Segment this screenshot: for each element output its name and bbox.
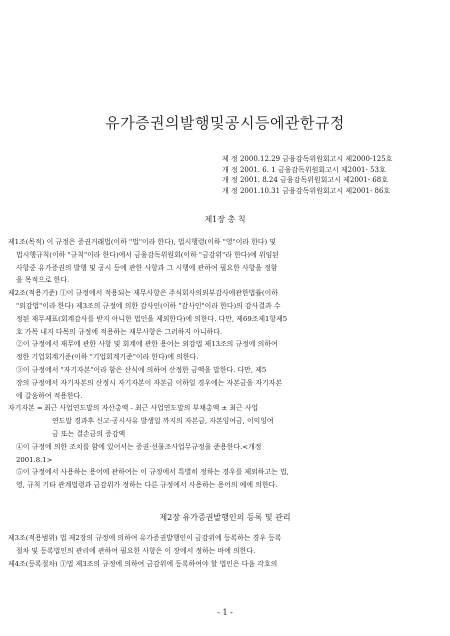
formula-line: 연도말 경과후 신고·공시사유 발생일 까지의 자본금, 자본잉여금, 이익잉여 <box>52 417 274 426</box>
chapter-heading: 제1장 총 칙 <box>204 215 246 224</box>
formula-line: 금 또는 결손금의 증감액 <box>52 429 126 438</box>
history-line: 개 정 2001.10.31 금융감독위원회고시 제2001- 86호 <box>222 186 391 195</box>
formula-label: 자기자본 = <box>8 404 43 413</box>
text-line: 호 가목 내지 다목의 규정에 적용하는 재무사항은 그러하지 아니하다. <box>16 327 223 336</box>
text-line: 2001.8.1> <box>16 455 53 464</box>
text-line: 정된 재무제표(회계감사를 받지 아니한 법인을 제외한다)에 의한다. 다만, 제69조제1항제5 <box>16 314 288 323</box>
text-line: 법시행규칙(이하 "규칙"이라 한다)에서 금융감독위원회(이하 "금감위"라 한다)에 위임된 <box>16 250 279 259</box>
revision-history <box>222 154 444 196</box>
document-title: 유가증권의발행및공시등에관한규정 <box>105 114 345 132</box>
text-line: 에 갈음하여 적용한다. <box>16 391 83 400</box>
chapter1-body <box>8 236 438 492</box>
text-line: 을 목적으로 한다. <box>16 276 70 285</box>
text-line: ⑤이 규정에서 사용하는 용어에 관하여는 이 규정에서 특별히 정하는 경우를 제외하고는 법, <box>16 468 289 477</box>
history-line: 제 정 2000.12.29 금융감독위원회고시 제2000-125호 <box>222 155 393 163</box>
text-line: 제3조(적용범위) 법 제2장의 규정에 의하여 유가증권발행인이 금감위에 등록하는 경우 등록 <box>8 534 282 542</box>
text-line: 제1조(목적) 이 규정은 증권거래법(이하 "법"이라 한다), 법시행령(이하 "영"이라 한다) 및 <box>8 238 277 246</box>
text-line: ④이 규정에 의한 조치를 함에 있어서는 증권·선물조사업무규정을 준용한다.<개정 <box>16 442 262 451</box>
text-line: 절차 및 등록법인의 관리에 관하여 필요한 사항은 이 장에서 정하는 바에 의한다. <box>16 546 256 555</box>
capital-formula <box>8 402 438 415</box>
text-line: 영, 규칙 기타 관계법령과 금감위가 정하는 다른 규정에서 사용하는 용어의 예에 의한다. <box>16 481 278 490</box>
text-line: 제4조(등록절차) ①법 제3조의 규정에 의하여 금감위에 등록하여야 할 법인은 다음 각호의 <box>8 559 278 568</box>
history-line: 개 정 2001. 6. 1 금융감독위원회고시 제2001- 53호 <box>222 165 386 174</box>
text-line: 장의 규정에서 자기자본의 산정시 자기자본이 자본금 이하일 경우에는 자본금을 자기자본 <box>16 378 282 387</box>
history-line: 개 정 2001. 8.24 금융감독위원회고시 제2001- 68호 <box>222 176 388 184</box>
text-line: "외감법"이라 한다) 제3조의 규정에 의한 감사인(이하 "감사인"이라 한다)의 감사결과 수 <box>16 301 281 310</box>
formula-line: 최근 사업연도말의 자산총액 - 최근 사업연도말의 부채총액 ± 최근 사업 <box>44 404 259 413</box>
chapter-heading: 제2장 유가증권발행인의 등록 및 관리 <box>159 513 291 522</box>
chapter2-body <box>8 532 438 570</box>
page-number: - 1 - <box>217 608 233 617</box>
text-line: 사항중 유가증권의 발행 및 공시 등에 관한 사항과 그 시행에 관하여 필요한 사항을 정함 <box>16 263 278 272</box>
text-line: ②이 규정에서 재무에 관한 사항 및 회계에 관한 용어는 외감법 제13조의 규정에 의하여 <box>16 340 278 349</box>
text-line: 정한 기업회계기준(이하 "기업회계기준"이라 한다)에 의한다. <box>16 353 199 362</box>
text-line: 제2조(적용기준) ①이 규정에서 적용되는 재무사항은 주식회사의외부감사에관한법률(이하 <box>8 289 278 298</box>
text-line: ③이 규정에서 "자기자본"이라 함은 산식에 의하여 산정한 금액을 말한다. 다만, 제5 <box>16 365 267 374</box>
